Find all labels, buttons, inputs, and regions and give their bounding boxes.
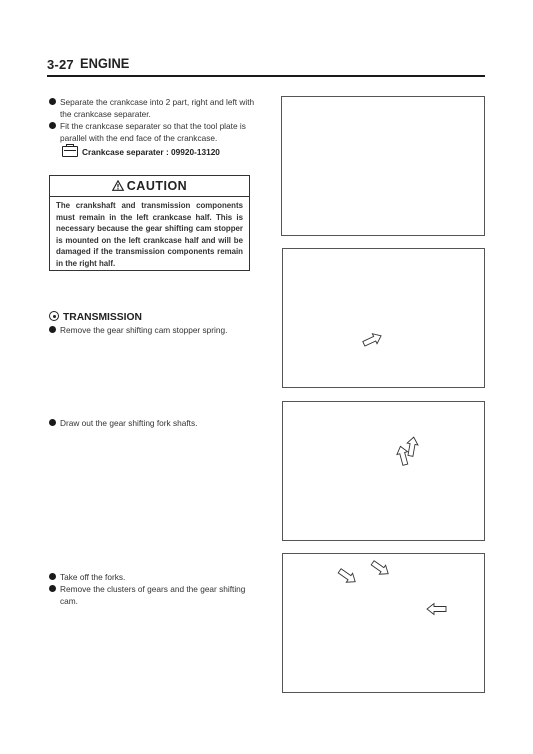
photo-cam-stopper-spring xyxy=(282,248,485,388)
caution-box xyxy=(49,175,250,271)
photo-crankcase-separation xyxy=(281,96,485,236)
step-draw-out-fork-shafts: Draw out the gear shifting fork shafts. xyxy=(49,417,197,429)
bullet-icon xyxy=(49,326,56,333)
section-title: ENGINE xyxy=(80,55,130,71)
pointer-arrow-icon xyxy=(362,331,384,349)
step-remove-stopper-spring: Remove the gear shifting cam stopper spring. xyxy=(49,324,227,336)
page-number: 3-27 xyxy=(47,57,74,72)
bullet-icon xyxy=(49,419,56,426)
bullet-separate-crankcase-cont: the crankcase separater. xyxy=(60,109,151,119)
bullet-fit-separater-cont: parallel with the end face of the crankcase. xyxy=(60,133,218,143)
tool-label: Crankcase separater : 09920-13120 xyxy=(82,147,220,157)
photo-arrow-overlay xyxy=(283,402,486,542)
special-tool-line xyxy=(62,146,220,158)
transmission-heading: TRANSMISSION xyxy=(49,312,142,323)
bullet-icon xyxy=(49,98,56,105)
step-remove-gear-clusters-cont: cam. xyxy=(60,596,78,606)
pointer-arrow-icon xyxy=(405,436,419,457)
pointer-arrow-icon xyxy=(336,566,358,586)
special-tool-icon xyxy=(62,146,78,157)
photo-fork-shafts xyxy=(282,401,485,541)
step-take-off-forks: Take off the forks. xyxy=(49,571,125,583)
caution-title: CAUTION xyxy=(126,179,188,193)
caution-text: The crankshaft and transmission components must remain in the left crankcase half. This is necessary because the gear shifting cam stopper is mounted on the left crankcase half and will be damaged if the transmission components remain in the right half. xyxy=(56,201,243,268)
page-header xyxy=(47,55,485,77)
bullet-separate-crankcase: Separate the crankcase into 2 part, right and left with xyxy=(49,96,254,108)
bullet-icon xyxy=(49,122,56,129)
photo-arrow-overlay xyxy=(283,249,486,389)
pointer-arrow-icon xyxy=(369,558,391,578)
bullet-icon xyxy=(49,585,56,592)
target-circle-icon xyxy=(49,311,59,321)
bullet-fit-separater: Fit the crankcase separater so that the tool plate is xyxy=(49,120,246,132)
pointer-arrow-icon xyxy=(427,604,446,615)
step-remove-gear-clusters: Remove the clusters of gears and the gear shifting xyxy=(49,583,245,595)
photo-forks-and-gears xyxy=(282,553,485,693)
caution-heading xyxy=(50,176,249,197)
warning-triangle-icon xyxy=(112,180,124,191)
photo-arrow-overlay xyxy=(283,554,486,694)
bullet-icon xyxy=(49,573,56,580)
